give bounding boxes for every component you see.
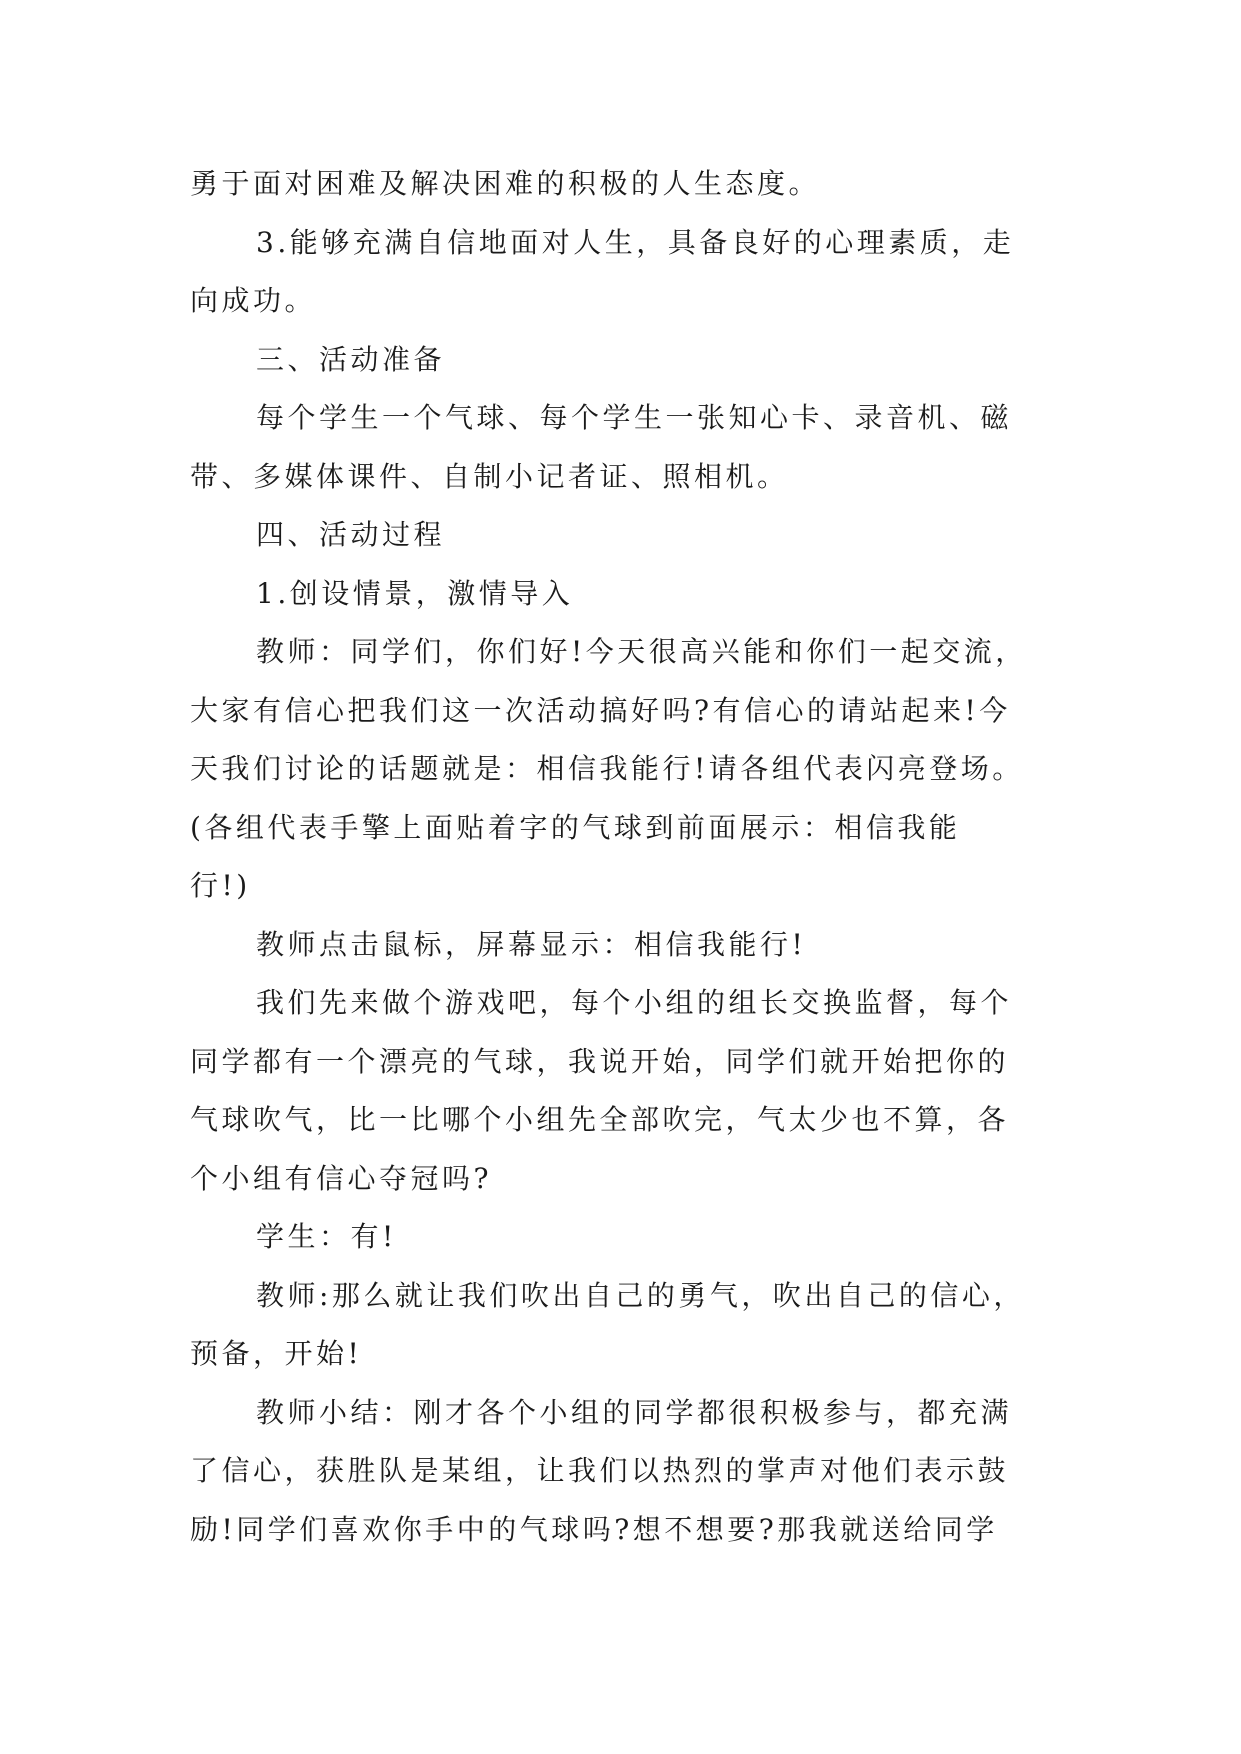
text-line: 预备，开始!: [190, 1337, 363, 1370]
text-line: 行!): [190, 869, 251, 902]
text-line: 气球吹气，比一比哪个小组先全部吹完，气太少也不算，各: [190, 1103, 1010, 1136]
text-line: (各组代表手擎上面贴着字的气球到前面展示：相信我能: [190, 810, 961, 844]
text-line: 带、多媒体课件、自制小记者证、照相机。: [190, 459, 789, 493]
text-line: 勇于面对困难及解决困难的积极的人生态度。: [190, 167, 821, 200]
section-heading: 三、活动准备: [256, 342, 446, 376]
text-line: 了信心，获胜队是某组，让我们以热烈的掌声对他们表示鼓: [190, 1454, 1010, 1487]
text-line: 学生：有!: [256, 1220, 397, 1253]
document-body: [190, 155, 1060, 1559]
text-line: 天我们讨论的话题就是：相信我能行!请各组代表闪亮登场。: [190, 752, 1024, 785]
text-line: 大家有信心把我们这一次活动搞好吗?有信心的请站起来!今: [190, 693, 1011, 727]
text-line: 3.能够充满自信地面对人生，具备良好的心理素质，走: [256, 225, 1015, 259]
text-line: 同学都有一个漂亮的气球，我说开始，同学们就开始把你的: [190, 1044, 1010, 1078]
text-line: 每个学生一个气球、每个学生一张知心卡、录音机、磁: [256, 401, 1013, 434]
subsection-heading: 1.创设情景，激情导入: [256, 576, 574, 610]
text-line: 教师小结：刚才各个小组的同学都很积极参与，都充满: [256, 1395, 1013, 1429]
text-line: 向成功。: [190, 284, 317, 317]
text-line: 教师:那么就让我们吹出自己的勇气，吹出自己的信心，: [256, 1278, 1025, 1312]
text-line: 我们先来做个游戏吧，每个小组的组长交换监督，每个: [256, 986, 1013, 1019]
section-heading: 四、活动过程: [256, 518, 446, 551]
text-line: 励!同学们喜欢你手中的气球吗?想不想要?那我就送给同学: [190, 1512, 998, 1546]
text-line: 教师点击鼠标，屏幕显示：相信我能行!: [256, 927, 807, 961]
text-line: 个小组有信心夺冠吗?: [190, 1161, 493, 1195]
text-line: 教师：同学们，你们好!今天很高兴能和你们一起交流，: [256, 635, 1027, 668]
